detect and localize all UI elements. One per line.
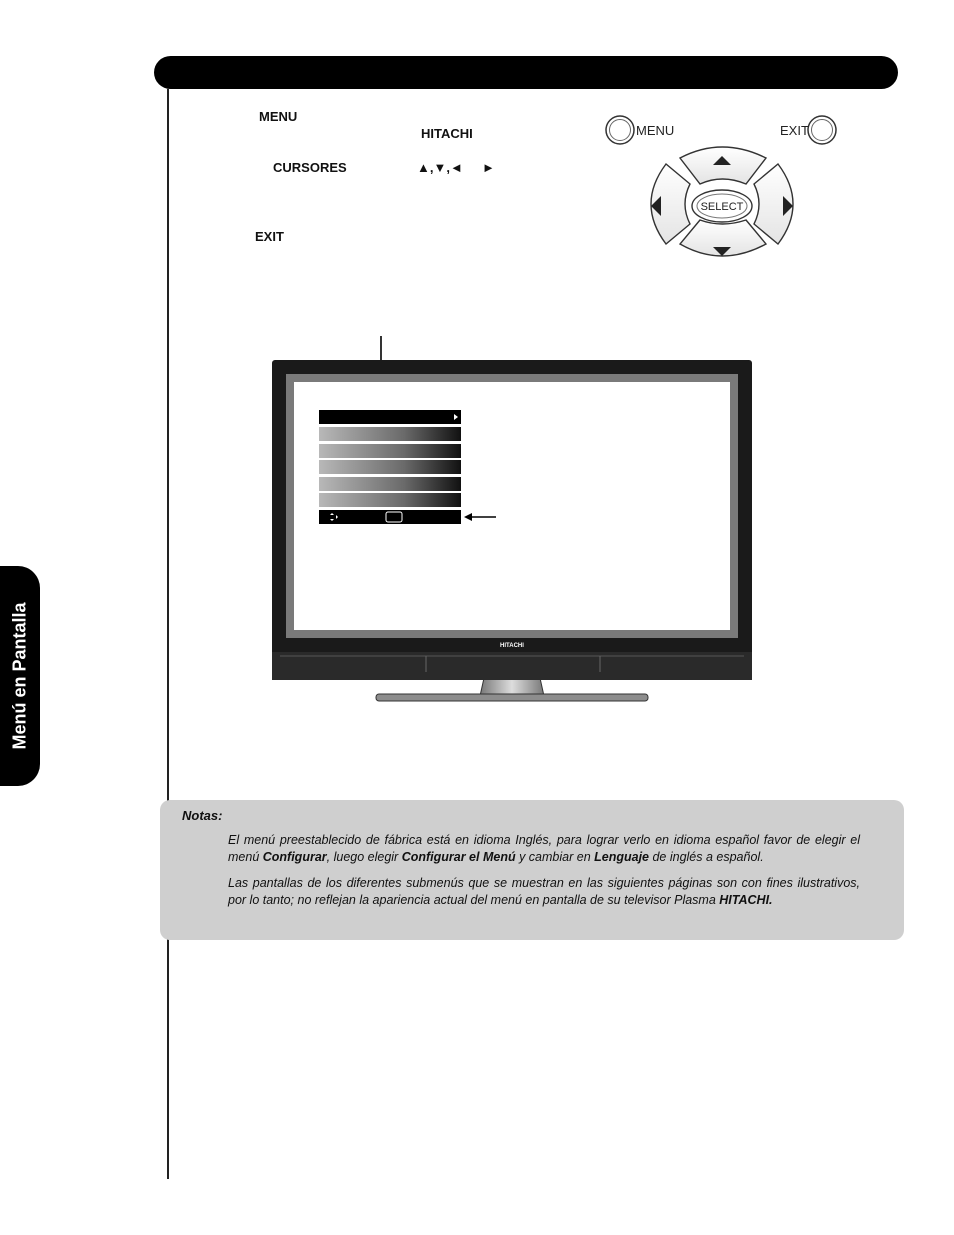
up-button[interactable] xyxy=(680,147,766,184)
menu-item[interactable] xyxy=(319,427,461,441)
select-label: SELECT xyxy=(700,201,744,213)
section-side-tab-label: Menú en Pantalla xyxy=(9,602,30,750)
menu-item[interactable] xyxy=(319,460,461,474)
section-side-tab xyxy=(0,566,40,786)
header-bar xyxy=(154,56,898,89)
tv-stand-neck xyxy=(480,678,544,696)
exit-label: EXIT xyxy=(255,229,284,244)
tv-brand-logo: HITACHI xyxy=(500,643,524,649)
menu-button[interactable] xyxy=(606,116,634,144)
exit-button[interactable] xyxy=(808,116,836,144)
menu-item-selected[interactable] xyxy=(319,410,461,424)
brand-label: HITACHI xyxy=(421,126,473,141)
tv-stand-base xyxy=(376,694,648,701)
notes-title: Notas: xyxy=(182,808,223,823)
remote-menu-label: MENU xyxy=(636,123,675,138)
remote-control-diagram xyxy=(596,108,856,270)
menu-label: MENU xyxy=(259,109,298,124)
remote-exit-label: EXIT xyxy=(780,123,809,138)
cursors-label: CURSORES xyxy=(273,160,347,175)
margin-line xyxy=(167,89,169,1179)
arrow-keys-label: ▲,▼,◄ xyxy=(417,160,463,175)
menu-item[interactable] xyxy=(319,444,461,458)
tv-illustration xyxy=(268,334,758,706)
note-1: El menú preestablecido de fábrica está en idioma Inglés, para lograr verlo en idioma español favor de elegir el menú Configurar, luego elegir Configurar el Menú y cambiar en Lenguaje de inglés a español. xyxy=(228,833,860,864)
menu-item[interactable] xyxy=(319,477,461,491)
note-2: Las pantallas de los diferentes submenús que se muestran en las siguientes páginas son con fines ilustrativos, por lo tanto; no reflejan la apariencia actual del menú en pantalla de su televisor Plasma HITACHI. xyxy=(228,876,860,907)
menu-item[interactable] xyxy=(319,493,461,507)
right-arrow-label: ► xyxy=(482,160,495,175)
notes-box xyxy=(160,800,904,940)
